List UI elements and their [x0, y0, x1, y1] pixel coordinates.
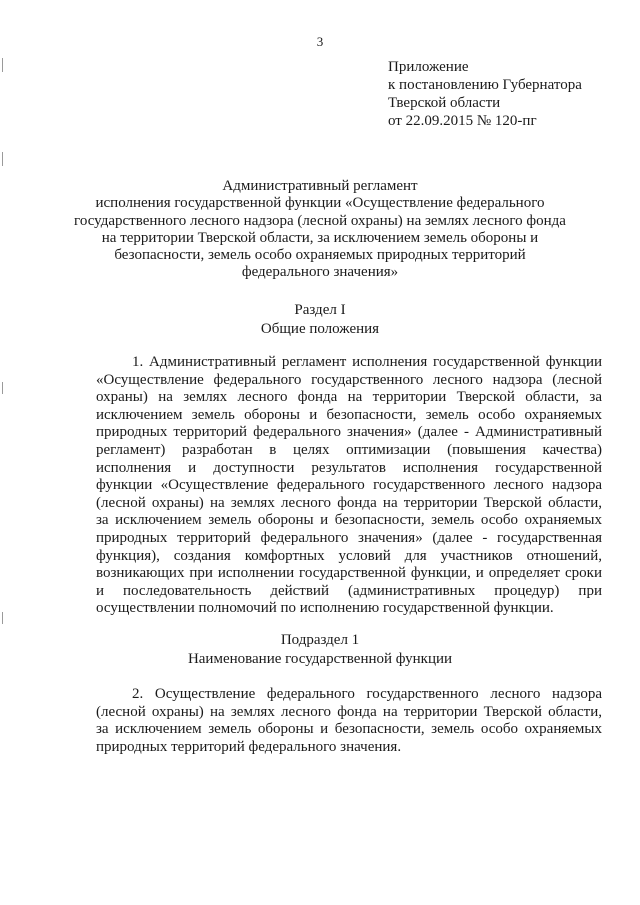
title-line: государственного лесного надзора (лесной охраны) на землях лесного фонда: [74, 212, 566, 229]
appendix-line: Приложение: [388, 59, 469, 75]
page-number: 3: [316, 34, 324, 49]
paragraph-line: (лесной охраны) на землях лесного фонда на территории Тверской области,: [96, 703, 602, 720]
paragraph-line: за исключением земель обороны и безопасности, земель особо охраняемых: [96, 721, 602, 738]
paragraph-line: 1. Административный регламент исполнения государственной функции: [132, 354, 602, 370]
subsection-name: Наименование государственной функции: [187, 651, 453, 667]
section-label: Раздел I: [294, 302, 346, 318]
paragraph-line: 2. Осуществление федерального государственного лесного надзора: [132, 686, 602, 702]
appendix-block: [388, 58, 582, 130]
title-line: исполнения государственной функции «Осуществление федерального: [95, 195, 545, 212]
appendix-line: от 22.09.2015 № 120-пг: [388, 113, 537, 129]
title-line: безопасности, земель особо охраняемых природных территорий: [114, 247, 526, 264]
paragraph-line: функция), создания комфортных условий для участников отношений,: [96, 547, 602, 564]
paragraph-line: природных территорий федерального значения.: [96, 738, 402, 755]
paragraph-line: охраны) на землях лесного фонда на территории Тверской области, за: [96, 389, 602, 406]
paragraph-line: исполнения и доступности результатов исполнения государственной: [96, 459, 602, 476]
title-line: на территории Тверской области, за исключением земель обороны и: [101, 229, 539, 246]
paragraph-line: регламент) разработан в целях оптимизации (повышения качества): [96, 441, 602, 458]
paragraph-line: осуществлении полномочий по исполнению государственной функции.: [96, 600, 554, 617]
paragraph-line: возникающих при исполнении государственной функции, и определяет сроки: [96, 565, 602, 582]
paragraph-line: «Осуществление федерального государственного лесного надзора (лесной: [96, 371, 602, 388]
title-line: Административный регламент: [222, 178, 418, 194]
appendix-line: к постановлению Губернатора: [388, 77, 582, 93]
paragraph-line: природных территорий федерального значения» (далее - Административный: [96, 424, 602, 441]
paragraph-line: исключением земель обороны и безопасности, земель особо охраняемых: [96, 406, 602, 423]
subsection-heading: [60, 631, 580, 669]
scan-edge-mark: [2, 58, 3, 72]
paragraph-1: [96, 354, 602, 618]
paragraph-line: природных территорий федерального значения» (далее - государственная: [96, 529, 602, 546]
scan-edge-mark: [2, 152, 3, 166]
document-title: [60, 178, 580, 282]
scan-edge-mark: [2, 382, 3, 394]
paragraph-line: (лесной охраны) на землях лесного фонда на территории Тверской области,: [96, 494, 602, 511]
paragraph-line: функции «Осуществление федерального государственного лесного надзора: [96, 477, 602, 494]
section-heading: [60, 301, 580, 339]
scan-edge-mark: [2, 612, 3, 624]
appendix-line: Тверской области: [388, 95, 501, 111]
section-name: Общие положения: [260, 321, 380, 337]
paragraph-2: [96, 686, 602, 756]
paragraph-line: и последовательность действий (административных процедур) при: [96, 582, 602, 599]
paragraph-line: за исключением земель обороны и безопасности, земель особо охраняемых: [96, 512, 602, 529]
subsection-label: Подраздел 1: [280, 632, 360, 648]
title-line: федерального значения»: [241, 264, 399, 281]
